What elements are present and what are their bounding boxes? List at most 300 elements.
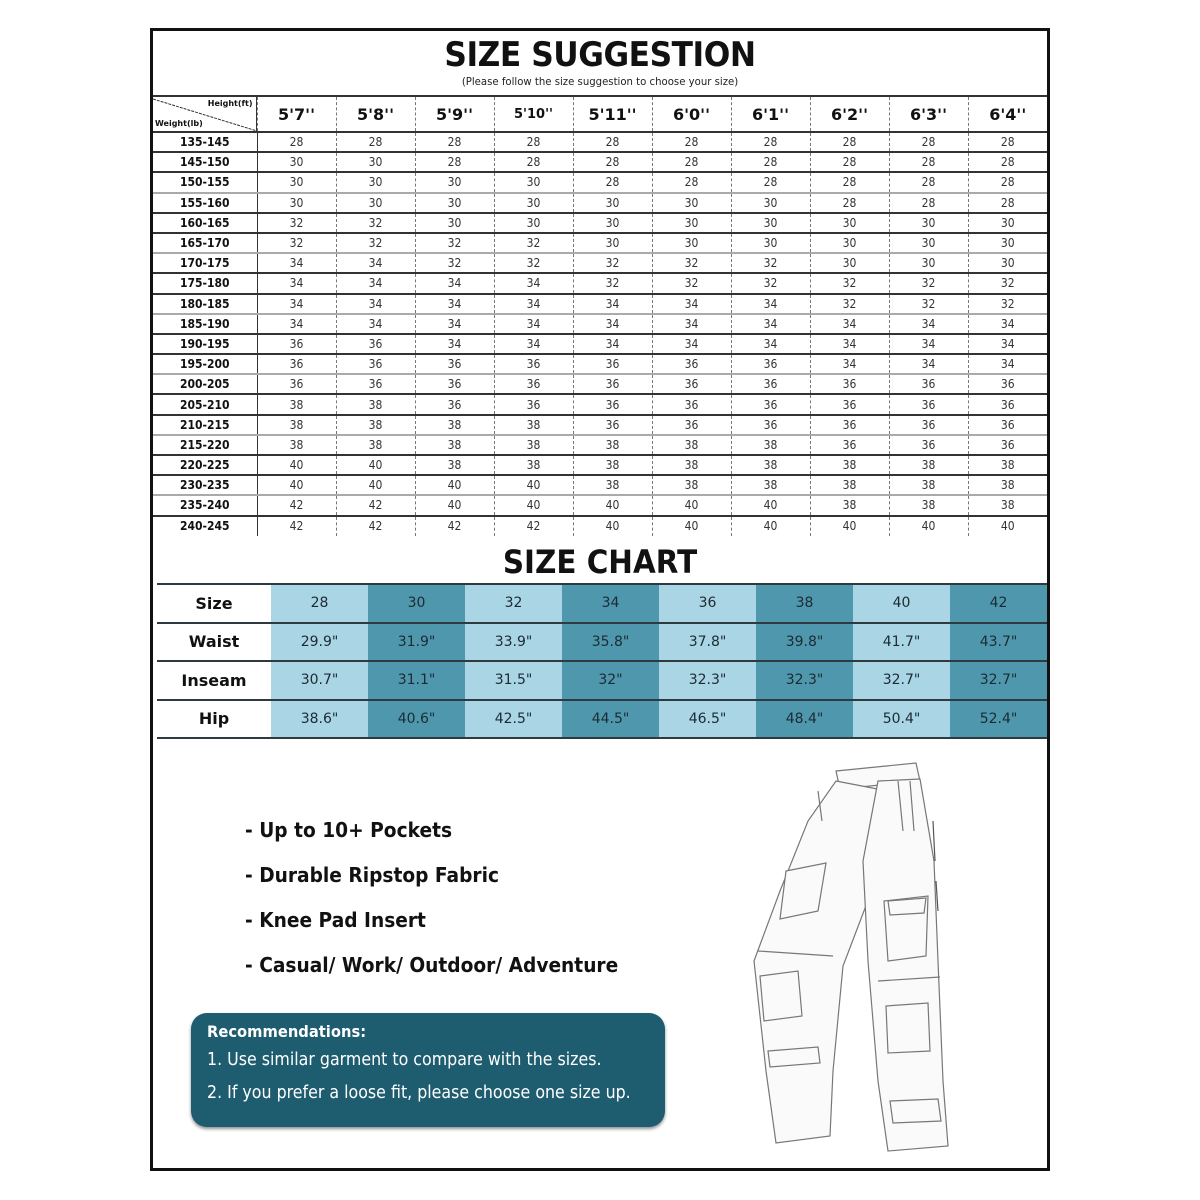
weight-axis-label: Weight(lb) [155, 119, 203, 128]
measurement-value-cell: 32.7" [950, 661, 1047, 700]
suggested-size-cell: 40 [731, 516, 810, 536]
suggested-size-cell: 28 [731, 172, 810, 192]
suggested-size-cell: 32 [968, 294, 1047, 314]
suggested-size-cell: 28 [731, 132, 810, 152]
suggested-size-cell: 36 [889, 394, 968, 414]
recommendations-title: Recommendations: [207, 1022, 367, 1041]
weight-range-cell: 135-145 [153, 132, 257, 152]
cargo-pants-illustration-icon [738, 751, 978, 1175]
measurement-value-cell: 39.8" [756, 623, 853, 662]
weight-row [153, 455, 1047, 475]
suggested-size-cell: 40 [810, 516, 889, 536]
suggested-size-cell: 30 [257, 193, 336, 213]
height-header: 6'0'' [652, 96, 731, 132]
height-header: 5'10'' [494, 96, 573, 132]
suggested-size-cell: 34 [494, 294, 573, 314]
measurement-value-cell: 50.4" [853, 700, 950, 739]
suggested-size-cell: 38 [415, 415, 494, 435]
size-suggestion-table [153, 95, 1047, 536]
suggested-size-cell: 28 [889, 172, 968, 192]
suggested-size-cell: 32 [494, 233, 573, 253]
suggested-size-cell: 30 [415, 213, 494, 233]
suggested-size-cell: 38 [494, 435, 573, 455]
weight-row [153, 354, 1047, 374]
weight-range-cell: 200-205 [153, 374, 257, 394]
suggested-size-cell: 40 [652, 516, 731, 536]
suggested-size-cell: 38 [968, 495, 1047, 515]
suggested-size-cell: 28 [810, 172, 889, 192]
suggested-size-cell: 36 [494, 394, 573, 414]
weight-range-cell: 220-225 [153, 455, 257, 475]
height-header-row [153, 96, 1047, 132]
suggested-size-cell: 40 [336, 475, 415, 495]
suggested-size-cell: 30 [968, 233, 1047, 253]
suggested-size-cell: 34 [415, 314, 494, 334]
suggested-size-cell: 30 [573, 213, 652, 233]
height-header: 6'4'' [968, 96, 1047, 132]
suggested-size-cell: 34 [257, 294, 336, 314]
suggested-size-cell: 36 [731, 354, 810, 374]
weight-range-cell: 180-185 [153, 294, 257, 314]
suggested-size-cell: 40 [652, 495, 731, 515]
measurement-value-cell: 38.6" [271, 700, 368, 739]
measurement-value-cell: 32.7" [853, 661, 950, 700]
size-chart-body [157, 584, 1047, 738]
suggested-size-cell: 28 [494, 152, 573, 172]
suggested-size-cell: 30 [889, 233, 968, 253]
measurement-value-cell: 32 [465, 584, 562, 623]
measurement-value-cell: 31.1" [368, 661, 465, 700]
suggested-size-cell: 34 [336, 253, 415, 273]
suggested-size-cell: 30 [415, 193, 494, 213]
suggested-size-cell: 38 [257, 415, 336, 435]
suggested-size-cell: 28 [810, 193, 889, 213]
suggested-size-cell: 30 [257, 172, 336, 192]
suggested-size-cell: 40 [573, 495, 652, 515]
size-chart-table [157, 583, 1047, 739]
suggested-size-cell: 28 [810, 152, 889, 172]
suggested-size-cell: 34 [731, 334, 810, 354]
weight-row [153, 334, 1047, 354]
suggested-size-cell: 28 [810, 132, 889, 152]
suggested-size-cell: 34 [573, 294, 652, 314]
recommendation-item: 2. If you prefer a loose fit, please choose one size up. [207, 1082, 631, 1103]
suggested-size-cell: 38 [889, 495, 968, 515]
weight-range-cell: 240-245 [153, 516, 257, 536]
measurement-value-cell: 29.9" [271, 623, 368, 662]
suggested-size-cell: 36 [336, 354, 415, 374]
weight-range-cell: 185-190 [153, 314, 257, 334]
suggested-size-cell: 30 [889, 253, 968, 273]
weight-row [153, 435, 1047, 455]
suggested-size-cell: 34 [968, 314, 1047, 334]
weight-row [153, 152, 1047, 172]
suggested-size-cell: 36 [731, 374, 810, 394]
suggested-size-cell: 34 [494, 334, 573, 354]
suggested-size-cell: 34 [336, 273, 415, 293]
measurement-value-cell: 48.4" [756, 700, 853, 739]
suggested-size-cell: 34 [652, 294, 731, 314]
suggested-size-cell: 32 [810, 294, 889, 314]
measurement-value-cell: 41.7" [853, 623, 950, 662]
suggested-size-cell: 42 [336, 516, 415, 536]
suggested-size-cell: 36 [415, 354, 494, 374]
suggested-size-cell: 36 [889, 435, 968, 455]
suggested-size-cell: 28 [889, 132, 968, 152]
weight-range-cell: 215-220 [153, 435, 257, 455]
suggested-size-cell: 28 [968, 172, 1047, 192]
weight-range-cell: 210-215 [153, 415, 257, 435]
suggested-size-cell: 36 [257, 334, 336, 354]
measurement-value-cell: 42 [950, 584, 1047, 623]
suggested-size-cell: 36 [810, 435, 889, 455]
suggested-size-cell: 32 [336, 213, 415, 233]
suggested-size-cell: 30 [652, 233, 731, 253]
suggested-size-cell: 38 [573, 455, 652, 475]
suggested-size-cell: 34 [731, 294, 810, 314]
measurement-value-cell: 32.3" [756, 661, 853, 700]
weight-row [153, 273, 1047, 293]
suggested-size-cell: 38 [652, 435, 731, 455]
suggested-size-cell: 40 [257, 455, 336, 475]
suggested-size-cell: 30 [336, 152, 415, 172]
suggested-size-cell: 34 [415, 334, 494, 354]
measurement-value-cell: 32" [562, 661, 659, 700]
suggested-size-cell: 38 [573, 435, 652, 455]
suggested-size-cell: 38 [810, 475, 889, 495]
suggested-size-cell: 32 [968, 273, 1047, 293]
suggested-size-cell: 34 [494, 314, 573, 334]
suggested-size-cell: 42 [257, 516, 336, 536]
weight-range-cell: 160-165 [153, 213, 257, 233]
suggested-size-cell: 36 [257, 354, 336, 374]
measurement-value-cell: 36 [659, 584, 756, 623]
weight-range-cell: 235-240 [153, 495, 257, 515]
weight-range-cell: 175-180 [153, 273, 257, 293]
suggested-size-cell: 36 [810, 394, 889, 414]
suggested-size-cell: 34 [415, 273, 494, 293]
suggested-size-cell: 28 [968, 193, 1047, 213]
suggested-size-cell: 32 [257, 233, 336, 253]
suggested-size-cell: 32 [731, 253, 810, 273]
suggested-size-cell: 36 [415, 394, 494, 414]
suggested-size-cell: 36 [494, 354, 573, 374]
weight-row [153, 193, 1047, 213]
suggested-size-cell: 34 [257, 314, 336, 334]
weight-range-cell: 165-170 [153, 233, 257, 253]
suggested-size-cell: 30 [810, 213, 889, 233]
suggested-size-cell: 28 [652, 132, 731, 152]
measurement-value-cell: 31.5" [465, 661, 562, 700]
suggested-size-cell: 40 [494, 475, 573, 495]
measurement-value-cell: 34 [562, 584, 659, 623]
suggested-size-cell: 36 [731, 415, 810, 435]
suggested-size-cell: 38 [573, 475, 652, 495]
weight-range-cell: 230-235 [153, 475, 257, 495]
suggested-size-cell: 42 [257, 495, 336, 515]
measurement-value-cell: 31.9" [368, 623, 465, 662]
suggested-size-cell: 36 [968, 394, 1047, 414]
feature-item: - Durable Ripstop Fabric [245, 863, 499, 887]
suggested-size-cell: 40 [415, 475, 494, 495]
suggested-size-cell: 36 [573, 394, 652, 414]
recommendations-box [191, 1013, 665, 1127]
suggested-size-cell: 36 [336, 374, 415, 394]
suggested-size-cell: 38 [652, 475, 731, 495]
suggested-size-cell: 36 [652, 354, 731, 374]
suggested-size-cell: 38 [731, 475, 810, 495]
suggested-size-cell: 30 [731, 193, 810, 213]
weight-row [153, 132, 1047, 152]
suggested-size-cell: 38 [257, 435, 336, 455]
suggested-size-cell: 36 [652, 374, 731, 394]
suggested-size-cell: 32 [415, 233, 494, 253]
measurement-value-cell: 30 [368, 584, 465, 623]
suggested-size-cell: 36 [810, 374, 889, 394]
suggested-size-cell: 42 [336, 495, 415, 515]
suggested-size-cell: 28 [968, 152, 1047, 172]
suggested-size-cell: 32 [731, 273, 810, 293]
suggested-size-cell: 30 [494, 213, 573, 233]
size-chart-row [157, 661, 1047, 700]
suggested-size-cell: 30 [968, 213, 1047, 233]
suggested-size-cell: 34 [652, 314, 731, 334]
measurement-value-cell: 44.5" [562, 700, 659, 739]
suggested-size-cell: 32 [257, 213, 336, 233]
suggested-size-cell: 30 [415, 172, 494, 192]
suggested-size-cell: 28 [652, 152, 731, 172]
suggested-size-cell: 32 [573, 273, 652, 293]
suggested-size-cell: 36 [889, 415, 968, 435]
suggested-size-cell: 34 [336, 314, 415, 334]
suggested-size-cell: 28 [573, 132, 652, 152]
suggested-size-cell: 36 [573, 354, 652, 374]
suggested-size-cell: 34 [257, 273, 336, 293]
weight-row [153, 172, 1047, 192]
suggested-size-cell: 34 [810, 314, 889, 334]
height-header: 6'1'' [731, 96, 810, 132]
weight-range-cell: 205-210 [153, 394, 257, 414]
suggested-size-cell: 28 [652, 172, 731, 192]
suggested-size-cell: 38 [810, 495, 889, 515]
suggested-size-cell: 28 [968, 132, 1047, 152]
measurement-value-cell: 40.6" [368, 700, 465, 739]
suggested-size-cell: 40 [573, 516, 652, 536]
weight-row [153, 233, 1047, 253]
suggested-size-cell: 40 [336, 455, 415, 475]
suggested-size-cell: 32 [889, 273, 968, 293]
measurement-value-cell: 43.7" [950, 623, 1047, 662]
suggested-size-cell: 28 [889, 152, 968, 172]
suggested-size-cell: 32 [652, 273, 731, 293]
size-suggestion-body [153, 132, 1047, 536]
measurement-value-cell: 38 [756, 584, 853, 623]
measurement-value-cell: 28 [271, 584, 368, 623]
suggested-size-cell: 38 [494, 455, 573, 475]
suggested-size-cell: 34 [968, 354, 1047, 374]
measurement-value-cell: 40 [853, 584, 950, 623]
weight-range-cell: 145-150 [153, 152, 257, 172]
height-axis-label: Height(ft) [207, 99, 253, 108]
feature-item: - Up to 10+ Pockets [245, 818, 453, 842]
suggested-size-cell: 32 [652, 253, 731, 273]
suggested-size-cell: 38 [968, 475, 1047, 495]
suggested-size-cell: 40 [889, 516, 968, 536]
measurement-value-cell: 30.7" [271, 661, 368, 700]
suggested-size-cell: 36 [573, 415, 652, 435]
measurement-value-cell: 52.4" [950, 700, 1047, 739]
suggested-size-cell: 32 [889, 294, 968, 314]
weight-range-cell: 150-155 [153, 172, 257, 192]
suggested-size-cell: 36 [652, 415, 731, 435]
suggested-size-cell: 32 [494, 253, 573, 273]
suggested-size-cell: 40 [257, 475, 336, 495]
feature-list [245, 815, 646, 995]
suggested-size-cell: 30 [810, 233, 889, 253]
height-header: 6'2'' [810, 96, 889, 132]
suggested-size-cell: 34 [257, 253, 336, 273]
weight-row [153, 253, 1047, 273]
suggested-size-cell: 40 [415, 495, 494, 515]
suggested-size-cell: 36 [336, 334, 415, 354]
suggested-size-cell: 38 [415, 435, 494, 455]
height-header: 5'8'' [336, 96, 415, 132]
measurement-value-cell: 42.5" [465, 700, 562, 739]
suggested-size-cell: 34 [889, 354, 968, 374]
suggested-size-cell: 30 [336, 172, 415, 192]
suggested-size-cell: 36 [731, 394, 810, 414]
measurement-label: Hip [157, 700, 271, 739]
suggested-size-cell: 30 [494, 193, 573, 213]
suggested-size-cell: 34 [889, 314, 968, 334]
suggested-size-cell: 28 [573, 152, 652, 172]
measurement-value-cell: 33.9" [465, 623, 562, 662]
suggested-size-cell: 34 [889, 334, 968, 354]
feature-item: - Casual/ Work/ Outdoor/ Adventure [245, 953, 619, 977]
height-header: 5'7'' [257, 96, 336, 132]
suggested-size-cell: 34 [810, 354, 889, 374]
suggested-size-cell: 30 [652, 193, 731, 213]
suggested-size-cell: 38 [494, 415, 573, 435]
height-header: 5'9'' [415, 96, 494, 132]
suggested-size-cell: 34 [652, 334, 731, 354]
weight-row [153, 294, 1047, 314]
suggested-size-cell: 36 [652, 394, 731, 414]
suggested-size-cell: 34 [573, 314, 652, 334]
suggested-size-cell: 30 [968, 253, 1047, 273]
weight-row [153, 516, 1047, 536]
size-suggestion-subtitle: (Please follow the size suggestion to choose your size) [461, 75, 739, 88]
suggested-size-cell: 34 [810, 334, 889, 354]
suggested-size-cell: 36 [573, 374, 652, 394]
height-header: 5'11'' [573, 96, 652, 132]
suggested-size-cell: 28 [336, 132, 415, 152]
suggested-size-cell: 38 [810, 455, 889, 475]
weight-row [153, 213, 1047, 233]
suggested-size-cell: 28 [415, 152, 494, 172]
suggested-size-cell: 34 [968, 334, 1047, 354]
suggested-size-cell: 28 [494, 132, 573, 152]
suggested-size-cell: 36 [968, 374, 1047, 394]
suggested-size-cell: 32 [415, 253, 494, 273]
weight-row [153, 374, 1047, 394]
size-chart-row [157, 700, 1047, 739]
suggested-size-cell: 30 [336, 193, 415, 213]
weight-range-cell: 195-200 [153, 354, 257, 374]
size-chart-title: SIZE CHART [502, 543, 698, 581]
feature-item: - Knee Pad Insert [245, 908, 426, 932]
measurement-label: Inseam [157, 661, 271, 700]
suggested-size-cell: 30 [810, 253, 889, 273]
suggested-size-cell: 28 [889, 193, 968, 213]
size-chart-row [157, 584, 1047, 623]
suggested-size-cell: 28 [573, 172, 652, 192]
suggested-size-cell: 36 [968, 435, 1047, 455]
suggested-size-cell: 38 [968, 455, 1047, 475]
suggested-size-cell: 36 [810, 415, 889, 435]
measurement-value-cell: 37.8" [659, 623, 756, 662]
measurement-value-cell: 32.3" [659, 661, 756, 700]
size-guide-frame [150, 28, 1050, 1171]
suggested-size-cell: 30 [494, 172, 573, 192]
suggested-size-cell: 38 [889, 455, 968, 475]
suggested-size-cell: 40 [494, 495, 573, 515]
weight-row [153, 475, 1047, 495]
weight-row [153, 314, 1047, 334]
size-chart-row [157, 623, 1047, 662]
suggested-size-cell: 38 [731, 455, 810, 475]
suggested-size-cell: 40 [968, 516, 1047, 536]
suggested-size-cell: 34 [494, 273, 573, 293]
measurement-value-cell: 35.8" [562, 623, 659, 662]
corner-cell [153, 96, 257, 132]
height-header: 6'3'' [889, 96, 968, 132]
measurement-label: Waist [157, 623, 271, 662]
size-suggestion-title: SIZE SUGGESTION [444, 35, 756, 75]
suggested-size-cell: 36 [415, 374, 494, 394]
suggested-size-cell: 38 [415, 455, 494, 475]
suggested-size-cell: 28 [257, 132, 336, 152]
suggested-size-cell: 34 [336, 294, 415, 314]
suggested-size-cell: 30 [573, 193, 652, 213]
weight-range-cell: 170-175 [153, 253, 257, 273]
weight-row [153, 415, 1047, 435]
suggested-size-cell: 38 [336, 435, 415, 455]
suggested-size-cell: 38 [336, 394, 415, 414]
suggested-size-cell: 38 [652, 455, 731, 475]
suggested-size-cell: 30 [573, 233, 652, 253]
suggested-size-cell: 34 [573, 334, 652, 354]
suggested-size-cell: 30 [652, 213, 731, 233]
suggested-size-cell: 32 [573, 253, 652, 273]
suggested-size-cell: 34 [415, 294, 494, 314]
suggested-size-cell: 30 [731, 233, 810, 253]
weight-row [153, 394, 1047, 414]
weight-range-cell: 155-160 [153, 193, 257, 213]
suggested-size-cell: 30 [731, 213, 810, 233]
suggested-size-cell: 32 [810, 273, 889, 293]
recommendation-item: 1. Use similar garment to compare with the sizes. [207, 1049, 602, 1070]
suggested-size-cell: 42 [415, 516, 494, 536]
suggested-size-cell: 36 [889, 374, 968, 394]
suggested-size-cell: 34 [731, 314, 810, 334]
suggested-size-cell: 38 [889, 475, 968, 495]
suggested-size-cell: 38 [257, 394, 336, 414]
measurement-label: Size [157, 584, 271, 623]
suggested-size-cell: 36 [968, 415, 1047, 435]
suggested-size-cell: 28 [731, 152, 810, 172]
suggested-size-cell: 38 [731, 435, 810, 455]
